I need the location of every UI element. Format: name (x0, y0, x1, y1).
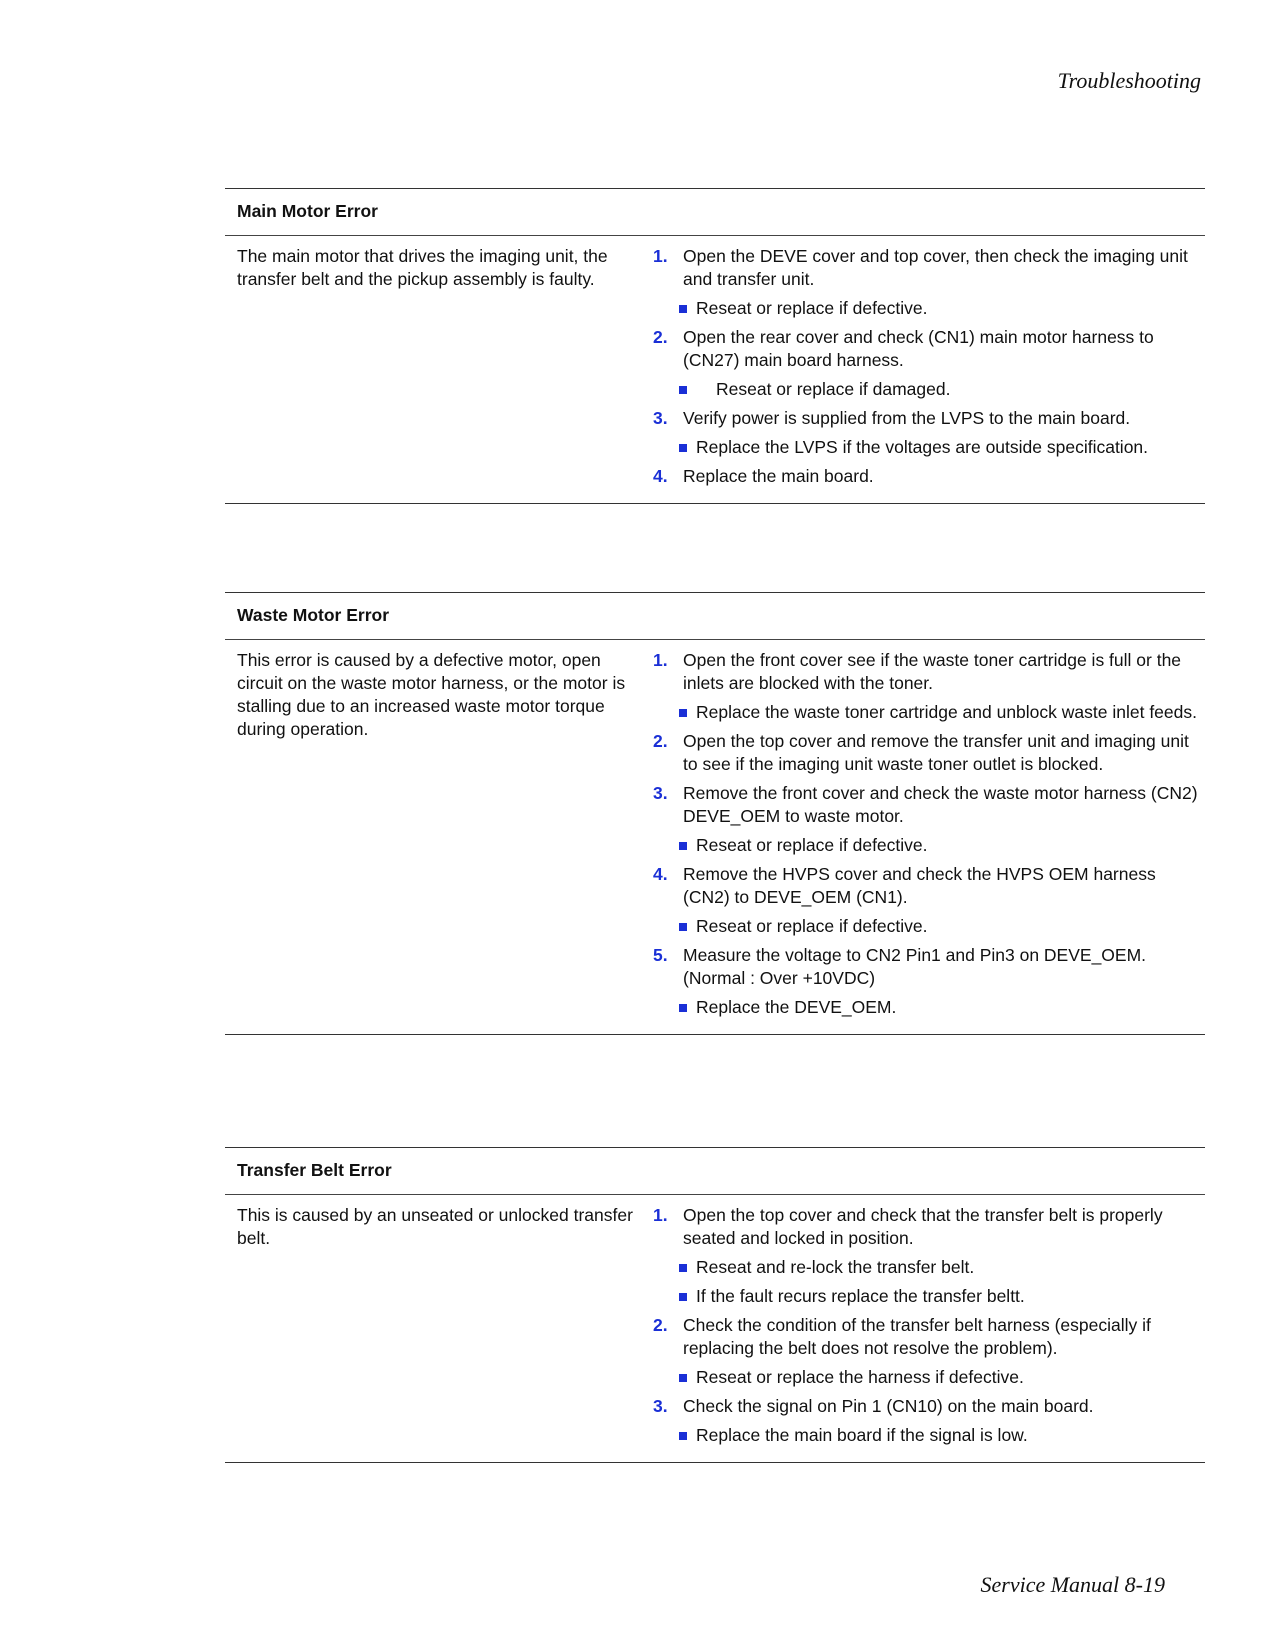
square-bullet-icon (678, 834, 696, 857)
square-bullet-icon (678, 1366, 696, 1389)
table-title: Main Motor Error (225, 189, 1205, 236)
square-bullet-icon (678, 436, 696, 459)
sub-action (678, 915, 1205, 938)
sub-action-text: Replace the DEVE_OEM. (696, 997, 897, 1017)
step-number: 5. (653, 945, 668, 965)
running-footer: Service Manual 8-19 (980, 1572, 1165, 1597)
table-title: Transfer Belt Error (225, 1148, 1205, 1195)
step-number: 3. (653, 408, 668, 428)
running-header: Troubleshooting (1057, 68, 1201, 93)
sub-action-text: Reseat and re-lock the transfer belt. (696, 1257, 975, 1277)
step (653, 730, 1205, 776)
step-text: Open the top cover and remove the transfer unit and imaging unit to see if the imaging unit waste toner outlet is blocked. (683, 731, 1189, 774)
step-text: Check the condition of the transfer belt harness (especially if replacing the belt does not resolve the problem). (683, 1315, 1151, 1358)
step-number: 3. (653, 1396, 668, 1416)
sub-action (678, 378, 1205, 401)
table-body (225, 236, 1205, 503)
step-number: 1. (653, 650, 668, 670)
step (653, 782, 1205, 828)
step (653, 1204, 1205, 1250)
step-number: 3. (653, 783, 668, 803)
sub-action-text: Replace the LVPS if the voltages are outside specification. (696, 437, 1149, 457)
step-text: Open the DEVE cover and top cover, then check the imaging unit and transfer unit. (683, 246, 1188, 289)
square-bullet-icon (678, 297, 696, 320)
sub-action-text: Reseat or replace if defective. (696, 298, 928, 318)
main-motor-error-table (225, 188, 1205, 504)
step (653, 1395, 1205, 1418)
sub-action-text: Reseat or replace if defective. (696, 835, 928, 855)
step (653, 944, 1205, 990)
sub-action-text: Replace the waste toner cartridge and unblock waste inlet feeds. (696, 702, 1197, 722)
step-number: 1. (653, 1205, 668, 1225)
step (653, 1314, 1205, 1360)
square-bullet-icon (678, 701, 696, 724)
sub-action (678, 1256, 1205, 1279)
step-text: Open the rear cover and check (CN1) main motor harness to (CN27) main board harness. (683, 327, 1154, 370)
sub-action-text: Reseat or replace if defective. (696, 916, 928, 936)
step (653, 649, 1205, 695)
step-text: Measure the voltage to CN2 Pin1 and Pin3 on DEVE_OEM. (Normal : Over +10VDC) (683, 945, 1147, 988)
table-body (225, 640, 1205, 1034)
step-text: Replace the main board. (683, 466, 874, 486)
step (653, 245, 1205, 291)
sub-action-text: Reseat or replace if damaged. (716, 379, 951, 399)
table-body (225, 1195, 1205, 1462)
step (653, 407, 1205, 430)
procedure-steps (653, 1204, 1205, 1453)
step-text: Verify power is supplied from the LVPS to the main board. (683, 408, 1131, 428)
sub-action-text: If the fault recurs replace the transfer beltt. (696, 1286, 1025, 1306)
step-text: Check the signal on Pin 1 (CN10) on the main board. (683, 1396, 1094, 1416)
cause-description: This error is caused by a defective motor, open circuit on the waste motor harness, or the motor is stalling due to an increased waste motor torque during operation. (237, 650, 626, 739)
square-bullet-icon (678, 996, 696, 1019)
step (653, 326, 1205, 372)
step-number: 2. (653, 1315, 668, 1335)
sub-action (678, 996, 1205, 1019)
square-bullet-icon (678, 378, 696, 401)
square-bullet-icon (678, 1256, 696, 1279)
step-number: 1. (653, 246, 668, 266)
table-title: Waste Motor Error (225, 593, 1205, 640)
step-text: Open the top cover and check that the transfer belt is properly seated and locked in position. (683, 1205, 1163, 1248)
sub-action (678, 436, 1205, 459)
cause-description: This is caused by an unseated or unlocked transfer belt. (237, 1205, 633, 1248)
transfer-belt-error-table (225, 1147, 1205, 1463)
square-bullet-icon (678, 1285, 696, 1308)
procedure-steps (653, 649, 1205, 1025)
sub-action (678, 1424, 1205, 1447)
sub-action (678, 701, 1205, 724)
step (653, 465, 1205, 488)
square-bullet-icon (678, 1424, 696, 1447)
step-text: Remove the front cover and check the waste motor harness (CN2) DEVE_OEM to waste motor. (683, 783, 1198, 826)
step-number: 4. (653, 466, 668, 486)
cause-description: The main motor that drives the imaging unit, the transfer belt and the pickup assembly is faulty. (237, 246, 608, 289)
sub-action-text: Replace the main board if the signal is low. (696, 1425, 1028, 1445)
procedure-steps (653, 245, 1205, 494)
sub-action (678, 1366, 1205, 1389)
sub-action (678, 1285, 1205, 1308)
step-number: 4. (653, 864, 668, 884)
step-text: Remove the HVPS cover and check the HVPS OEM harness (CN2) to DEVE_OEM (CN1). (683, 864, 1156, 907)
waste-motor-error-table (225, 592, 1205, 1035)
square-bullet-icon (678, 915, 696, 938)
sub-action (678, 834, 1205, 857)
step-number: 2. (653, 327, 668, 347)
step-number: 2. (653, 731, 668, 751)
step (653, 863, 1205, 909)
sub-action-text: Reseat or replace the harness if defective. (696, 1367, 1024, 1387)
sub-action (678, 297, 1205, 320)
step-text: Open the front cover see if the waste toner cartridge is full or the inlets are blocked with the toner. (683, 650, 1182, 693)
